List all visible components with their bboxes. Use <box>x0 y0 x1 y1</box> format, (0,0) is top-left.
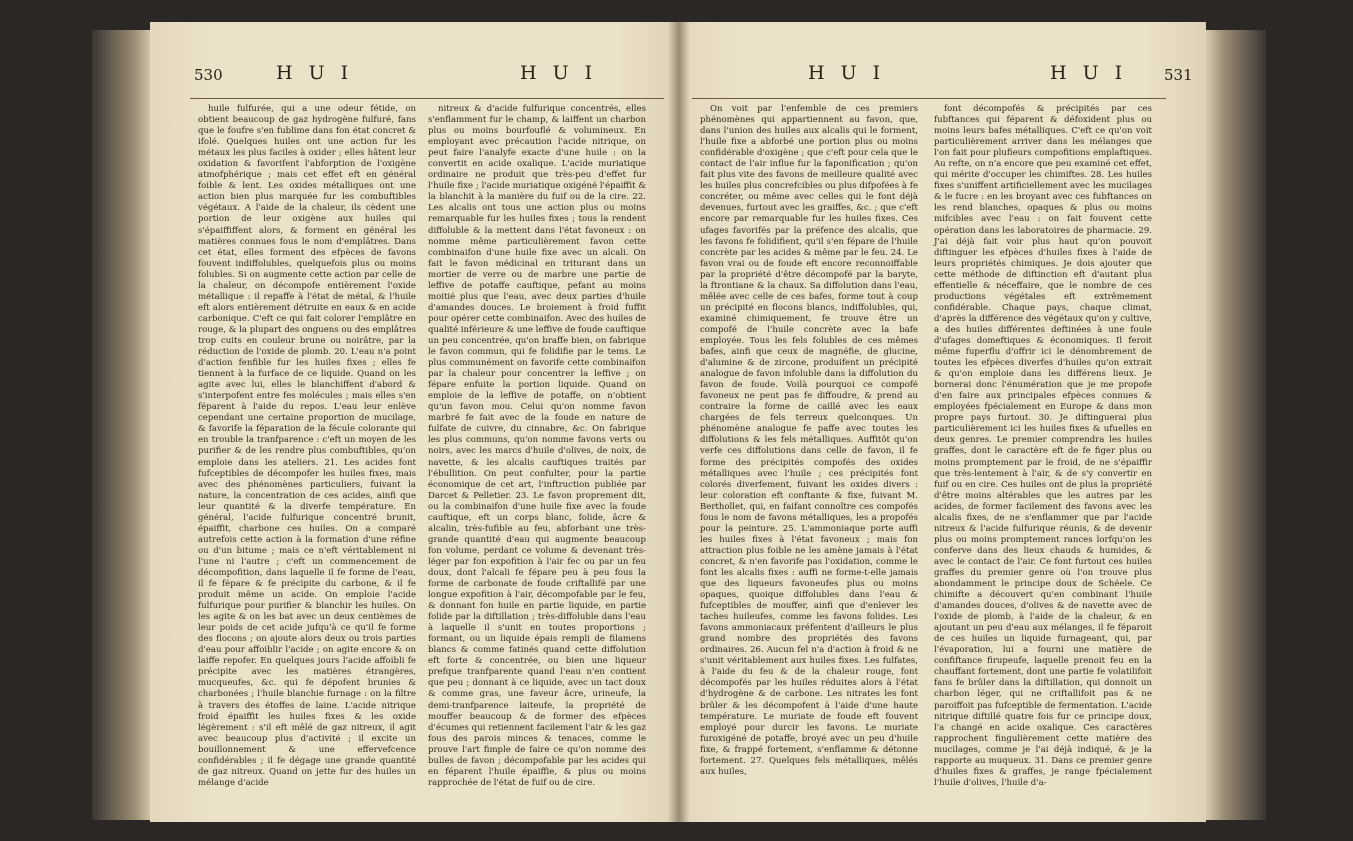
right-head-rule <box>692 98 1166 99</box>
right-column-2 <box>934 104 1152 810</box>
left-page-edges <box>92 30 152 820</box>
left-page-number: 530 <box>194 66 223 84</box>
signature-mark: X x x 2 <box>1088 828 1140 841</box>
left-running-head <box>150 62 678 92</box>
right-column-2-text: font décompofés & précipités par ces fubftances qui féparent & défoxident plus ou moins leurs bafes métalliques. C'eft ce qu'on voit particulièrement arriver dans les mélanges que l'on fait pour plufieurs compofitions emplaftiques. Au refte, on n'a encore que peu examiné cet effet, qui mérite d'occuper les chimiftes. 28. Les huiles fixes s'uniffent artificiellement avec les mucilages & le fucre : en les broyant avec ces fubftances on les rend blanches, opaques & plus ou moins mifcibles avec l'eau : on fait fouvent cette opération dans les laboratoires de pharmacie. 29. J'ai déjà fait voir plus haut qu'on pouvoit diftinguer les efpèces d'huiles fixes à l'aide de leurs propriétés chimiques. Je dois ajouter que cette méthode de diftinction eft d'autant plus effentielle & néceffaire, que le nombre de ces productions végétales eft extrêmement confidérable. Chaque pays, chaque climat, d'après la différence des végétaux qu'on y cultive, a des huiles différentes deftinées à une foule d'ufages domeftiques & économiques. Il feroit même fuperflu d'offrir ici le dénombrement de toutes les efpèces diverfes d'huiles qu'on extrait & qu'on emploie dans les différens lieux. Je bornerai donc l'énumération que je me propofe d'en faire aux principales efpèces connues & employées fpécialement en Europe & dans mon propre pays furtout. 30. Je diftinguerai plus particulièrement ici les huiles fixes & ufuelles en deux genres. Le premier comprendra les huiles graffes, dont le caractère eft de fe figer plus ou moins promptement par le froid, de ne s'épaiffir que très-lentement à l'air, & de s'y convertir en fuif ou en cire. Ces huiles ont de plus la propriété d'être moins altérables que les autres par les acides, de former facilement des favons avec les alcalis fixes, de ne s'enflammer que par l'acide nitreux & l'acide fulfurique réunis, & de devenir plus ou moins promptement rances lorfqu'on les conferve dans des lieux chauds & humides, & avec le contact de l'air. Ce font furtout ces huiles graffes du premier genre où l'on trouve plus abondamment le principe doux de Schéele. Ce chimifte a découvert qu'en combinant l'huile d'amandes douces, d'olives & de navette avec de l'oxide de plomb, à l'aide de la chaleur, & en ajoutant un peu d'eau aux mélanges, il fe féparoit de ces huiles un liquide furnageant, qui, par l'évaporation, lui a fourni une matière de confiftance firupeufe, laquelle prenoit feu en la chauffant fortement, dont une partie fe volatilifoit fans fe brûler dans la diftillation, qui donnoit un charbon léger, qui ne criftallifoit pas & ne paroiffoit pas fufceptible de fermentation. L'acide nitrique diftillé quatre fois fur ce principe doux, l'a changé en acide oxalique. Ces caractères rapprochent fingulièrement cette matière des mucilages, comme je l'ai déjà indiqué, & je la rapporte au muqueux. 31. Dans ce premier genre d'huiles fixes & graffes, je range fpécialement l'huile d'olives, l'huile d'a- <box>934 104 1152 788</box>
left-page <box>150 22 678 822</box>
left-head-rule <box>190 98 664 99</box>
book-gutter <box>668 22 690 822</box>
right-column-1 <box>700 104 918 810</box>
left-head-title-2: H U I <box>520 62 598 84</box>
right-head-title-1: H U I <box>808 62 886 84</box>
left-column-1 <box>198 104 416 810</box>
right-page <box>678 22 1206 841</box>
left-column-1-text: huile fulfurée, qui a une odeur fétide, on obtient beaucoup de gaz hydrogène fulfuré, fans que le foufre s'en fublime dans fon état concret & ifolé. Quelques huiles ont une action fur les métaux les plus faciles à oxider ; elles hâtent leur oxidation & favorifent l'abforption de l'oxigène atmofphérique ; mais cet effet eft en général foible & lent. Les oxides métalliques ont une action bien plus marquée fur les combuftibles végétaux. A l'aide de la chaleur, ils cèdent une portion de leur oxigène aux huiles qui s'épaiffiffent alors, & forment en général les matières connues fous le nom d'emplâtres. Dans cet état, elles forment des efpèces de favons fouvent indiffolubles, quelquefois plus ou moins folubles. Si on augmente cette action par celle de la chaleur, on décompofe entièrement l'oxide métallique : il repaffe à l'état de métal, & l'huile eft alors entièrement détruite en eaux & en acide carbonique. C'eft ce qui fait colorer l'emplâtre en rouge, & la plupart des onguens ou des emplâtres trop cuits en couleur brune ou noirâtre, par la réduction de l'oxide de plomb. 20. L'eau n'a point d'action fenfible fur les huiles fixes ; elles fe tiennent à la furface de ce liquide. Quand on les agite avec lui, elles le blanchiffent d'abord & s'interpofent entre fes molécules ; mais elles s'en féparent à l'aide du repos. L'eau leur enlève cependant une certaine proportion de mucilage, & favorife la féparation de la fécule colorante qui en trouble la tranfparence : c'eft un moyen de les purifier & de les rendre plus combuftibles, qu'on emploie dans les ateliers. 21. Les acides font fufceptibles de décompofer les huiles fixes, mais avec des phénomènes particuliers, fuivant la nature, la concentration de ces acides, ainfi que leur quantité & la diverfe température. En général, l'acide fulfurique concentré brunit, épaiffit, charbone ces huiles. On a comparé autrefois cette action à la formation d'une réfine ou d'un bitume ; mais ce n'eft véritablement ni l'une ni l'autre ; c'eft un commencement de décompofition, dans laquelle il fe forme de l'eau, il fe fépare & fe précipite du carbone, & il fe produit même un acide. On emploie l'acide fulfurique pour purifier & blanchir les huiles. On les agite & on les bat avec un deux centièmes de leur poids de cet acide jufqu'à ce qu'il fe forme des flocons ; on ajoute alors deux ou trois parties d'eau pour affoiblir l'acide ; on agite encore & on laiffe repofer. En quelques jours l'acide affoibli fe précipite avec les matières étrangères, mucqueufes, &c. qui fe dépofent brunies & charbonées ; l'huile blanchie furnage : on la filtre à travers des étoffes de laine. L'acide nitrique froid épaiffit les huiles fixes & les oxide légèrement : s'il eft mêlé de gaz nitreux, il agit avec beaucoup plus d'activité ; il excite un bouillonnement & une effervefcence confidérables ; il fe dégage une grande quantité de gaz nitreux. Quand on jette fur des huiles un mélange d'acide <box>198 104 416 788</box>
right-page-edges <box>1206 30 1266 820</box>
left-column-2 <box>428 104 646 810</box>
right-running-head <box>678 62 1206 92</box>
right-column-1-text: On voit par l'enfemble de ces premiers phénomènes qui appartiennent au favon, que, dans l'union des huiles aux alcalis qui le forment, l'huile fixe a abforbé une portion plus ou moins confidérable d'oxigène ; que c'eft pour cela que le contact de l'air influe fur la faponification ; qu'on fait plus vite des favons de meilleure qualité avec les huiles plus concrefcibles ou plus difpofées à fe concréter, ou même avec celles qui le font déjà devenues, furtout avec les graiffes, &c. ; que c'eft encore par remarquable fur les huiles fixes. Ces ufages favorifés par la préfence des alcalis, que les favons fe folidifient, qu'il s'en fépare de l'huile concrète par les acides & même par le feu. 24. Le favon vrai ou de foude eft encore reconnoiffable par la propriété d'être décompofé par la baryte, la ftrontiane & la chaux. Sa diffolution dans l'eau, mêlée avec celle de ces bafes, forme tout à coup un précipité en flocons blancs, indiffolubles, qui, examiné chimiquement, fe trouve être un compofé de l'huile concrète avec la bafe employée. Tous les fels folubles de ces mêmes bafes, ainfi que ceux de magnéfie, de glucine, d'alumine & de zircone, produifent un précipité analogue de favon infoluble dans la diffolution du favon de foude. Voilà pourquoi ce compofé favoneux ne peut pas fe diffoudre, & prend au contraire la forme de caillé avec les eaux chargées de fels terreux quelconques. Un phénomène analogue fe paffe avec toutes les diffolutions & les fels métalliques. Auffitôt qu'on verfe ces diffolutions dans celle de favon, il fe forme des précipités compofés des oxides métalliques avec l'huile ; ces précipités font colorés diverfement, fuivant les oxides divers : leur coloration eft conftante & fixe, fuivant M. Berthollet, qui, en faifant connoître ces compofés fous le nom de favons métalliques, les a propofés pour la peinture. 25. L'ammoniaque porte auffi les huiles fixes à l'état favoneux ; mais fon attraction plus foible ne les amène jamais à l'état concret, & n'en favorife pas l'oxidation, comme le font les alcalis fixes : auffi ne forme-t-elle jamais que des liqueurs favoneufes plus ou moins opaques, quoique diffolubles dans l'eau & fufceptibles de mouffer, ainfi que d'enlever les taches huileufes, comme les favons folides. Les favons ammoniacaux préfentent d'ailleurs le plus grand nombre des propriétés des favons ordinaires. 26. Aucun fel n'a d'action à froid & ne s'unit véritablement aux huiles fixes. Les fulfates, à l'aide du feu & de la chaleur rouge, font décompofés par les huiles réduites alors à l'état d'hydrogène & de carbone. Les nitrates les font brûler & les décompofent à l'aide d'une haute température. Le muriate de foude eft fouvent employé pour durcir les favons. Le muriate furoxigéné de potaffe, broyé avec un peu d'huile fixe, & frappé fortement, s'enflamme & détonne fortement. 27. Quelques fels métalliques, mêlés aux huiles, <box>700 104 918 777</box>
right-page-number: 531 <box>1164 66 1193 84</box>
right-head-title-2: H U I <box>1050 62 1128 84</box>
left-head-title-1: H U I <box>276 62 354 84</box>
left-column-2-text: nitreux & d'acide fulfurique concentrés, elles s'enflamment fur le champ, & laiffent un charbon plus ou moins bourfouflé & volumineux. En employant avec précaution l'acide nitrique, on peut faire l'analyfe exacte d'une huile : on la convertit en acide oxalique. L'acide muriatique ordinaire ne produit que très-peu d'effet fur l'huile fixe ; l'acide muriatique oxigéné l'épaiffit & la blanchit à la manière du fuif ou de la cire. 22. Les alcalis ont tous une action plus ou moins remarquable fur les huiles fixes ; tous la rendent diffoluble & la mettent dans l'état favoneux : on nomme même particulièrement favon cette combinaifon d'une huile fixe avec un alcali. On fait le favon médicinal en triturant dans un mortier de verre ou de marbre une partie de leffive de potaffe cauftique, pefant au moins moitié plus que l'eau, avec deux parties d'huile d'amandes douces. Le broiement à froid fuffit pour opérer cette combinaifon. Avec des huiles de qualité inférieure & une leffive de foude cauftique un peu concentrée, qu'on braffe bien, on fabrique le favon commun, qui fe folidifie par le tems. Le plus communément on favorife cette combinaifon par la chaleur pour concentrer la leffive ; on fépare enfuite la portion liquide. Quand on emploie de la leffive de potaffe, on n'obtient qu'un favon mou. Celui qu'on nomme favon marbré fe fait avec de la foude en nature de fulfate de cuivre, du cinnabre, &c. On fabrique les plus communs, qu'on nomme favons verts ou noirs, avec les marcs d'huile d'olives, de noix, de navette, & les alcalis cauftiques traités par l'ébullition. On peut confulter, pour la partie économique de cet art, l'inftruction publiée par Darcet & Pelletier. 23. Le favon proprement dit, ou la combinaifon d'une huile fixe avec la foude cauftique, eft un corps blanc, folide, âcre & alcalin, très-fufible au feu, abforbant une très-grande quantité d'eau qui augmente beaucoup fon volume, perdant ce volume & devenant très-léger par fon expofition à l'air fec ou par un feu doux, dont l'alcali fe fépare peu à peu fous la forme de carbonate de foude criftallifé par une longue expofition à l'air, décompofable par le feu, & donnant fon huile en partie liquide, en partie folide par la diftillation ; très-diffoluble dans l'eau à laquelle il s'unit en toutes proportions ; formant, ou un liquide épais rempli de filamens blancs & comme fatinés quand cette diffolution eft forte & concentrée, ou bien une liqueur prefque tranfparente quand l'eau n'en contient que peu ; donnant à ce liquide, avec un tact doux & comme gras, une faveur âcre, urineufe, la demi-tranfparence laiteufe, la propriété de mouffer beaucoup & de former des efpèces d'écumes qui retiennent facilement l'air & les gaz fous des parois minces & tenaces, comme le prouve l'art fimple de faire ce qu'on nomme des bulles de favon ; décompofable par les acides qui en féparent l'huile épaiffie, & plus ou moins rapprochée de l'état de fuif ou de cire. <box>428 104 646 788</box>
